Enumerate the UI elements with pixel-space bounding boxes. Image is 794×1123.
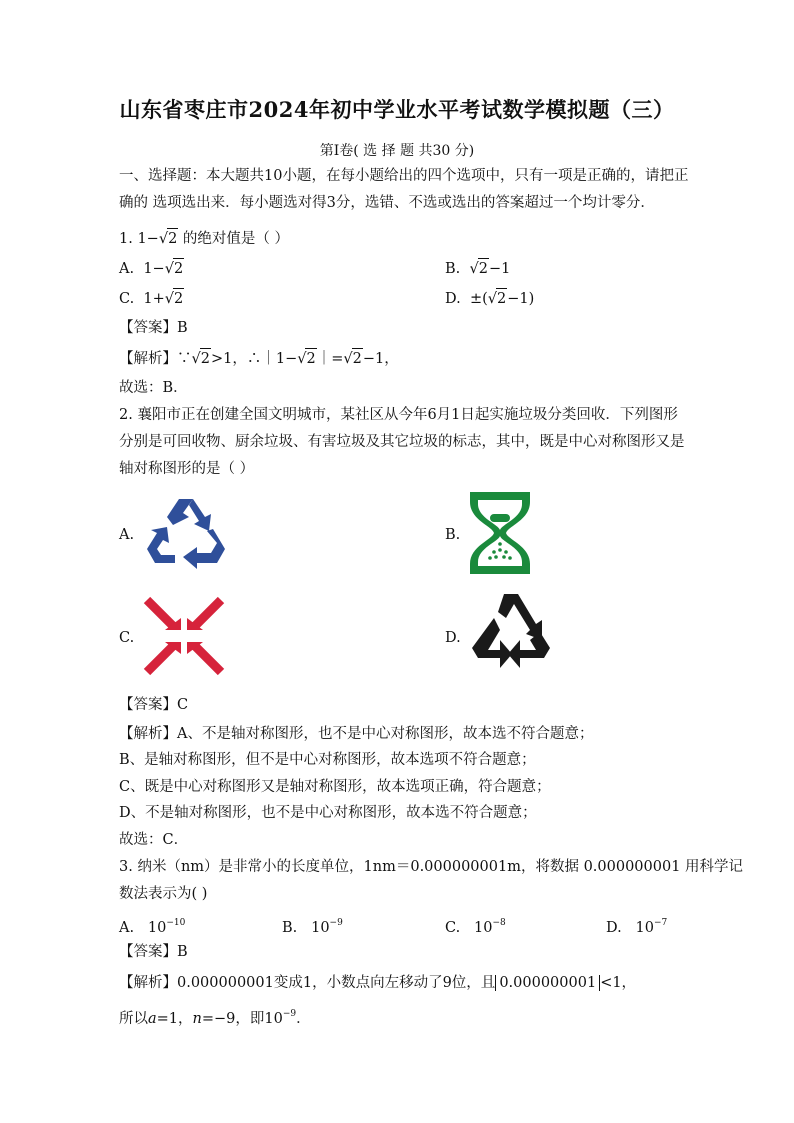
q2-option-a-label: A.	[119, 527, 135, 543]
q3-analysis-result: 所以a=1，n=−9，即$10^{-9}$．	[119, 1009, 311, 1027]
q2-analysis-line-1: 【解析】A、不是轴对称图形，也不是中心对称图形，故本选不符合题意；	[119, 726, 594, 742]
q1-answer: 【答案】B	[119, 320, 188, 336]
q2-analysis-line-3: C、既是中心对称图形又是轴对称图形，故本选项正确，符合题意；	[119, 779, 551, 795]
q2-stem-line-1: 2. 襄阳市正在创建全国文明城市，某社区从今年6月1日起实施垃圾分类回收．下列图形	[119, 407, 678, 423]
q1-option-d: D. ±(√2−1)	[445, 288, 534, 309]
q3-answer: 【答案】B	[119, 944, 188, 960]
q3-option-c: C. $10^{-8}$	[445, 918, 506, 936]
kitchen-waste-green-icon	[468, 490, 532, 576]
q3-option-d: D. $10^{-7}$	[606, 918, 668, 936]
q2-option-c-label: C.	[119, 630, 135, 646]
q3-analysis: 【解析】0.000000001变成1，小数点向左移动了9位，且 0.000000001 <1，	[119, 975, 637, 991]
q3-stem-line-2: 数法表示为( )	[119, 886, 208, 902]
instructions-line-1: 一、选择题：本大题共10小题，在每小题给出的四个选项中，只有一项是正确的，请把正	[119, 168, 689, 184]
section-subtitle: 第I卷( 选 择 题 共30 分)	[319, 143, 475, 159]
q2-analysis-line-4: D、不是轴对称图形，也不是中心对称图形，故本选不符合题意；	[119, 805, 537, 821]
instructions-line-2: 确的 选项选出来．每小题选对得3分，选错、不选或选出的答案超过一个均计零分．	[119, 195, 655, 211]
q1-stem	[119, 228, 289, 249]
hazardous-waste-red-icon	[143, 596, 225, 676]
q2-answer: 【答案】C	[119, 697, 189, 713]
q2-stem-line-2: 分别是可回收物、厨余垃圾、有害垃圾及其它垃圾的标志，其中，既是中心对称图形又是	[119, 434, 685, 450]
q3-option-a: A. $10^{-10}$	[119, 918, 186, 936]
q3-stem-line-1: 3. 纳米（nm）是非常小的长度单位，1nm＝0.000000001m，将数据 0.000000001 用科学记	[119, 859, 744, 875]
q2-analysis-line-2: B、是轴对称图形，但不是中心对称图形，故本选项不符合题意；	[119, 752, 536, 768]
q1-option-a: A. 1−√2	[119, 258, 184, 279]
q1-expr: 1−√2	[137, 231, 178, 247]
q1-option-c: C. 1+√2	[119, 288, 184, 309]
q2-stem-line-3: 轴对称图形的是（ ）	[119, 461, 255, 477]
q1-number: 1.	[119, 231, 133, 247]
q2-conclusion: 故选：C．	[119, 832, 189, 848]
q1-analysis: 【解析】∵√2>1，∴｜1−√2｜=√2−1，	[119, 348, 399, 369]
q1-option-b: B. √2−1	[445, 258, 510, 279]
recycle-blue-icon	[145, 495, 227, 571]
page-title: 山东省枣庄市2024年初中学业水平考试数学模拟题（三）	[119, 97, 675, 122]
q1-conclusion: 故选：B．	[119, 380, 188, 396]
q2-option-d-label: D.	[445, 630, 461, 646]
q3-option-b: B. $10^{-9}$	[282, 918, 343, 936]
q2-option-b-label: B.	[445, 527, 461, 543]
q1-text: 的绝对值是（ ）	[182, 231, 290, 247]
other-waste-black-icon	[470, 588, 552, 680]
